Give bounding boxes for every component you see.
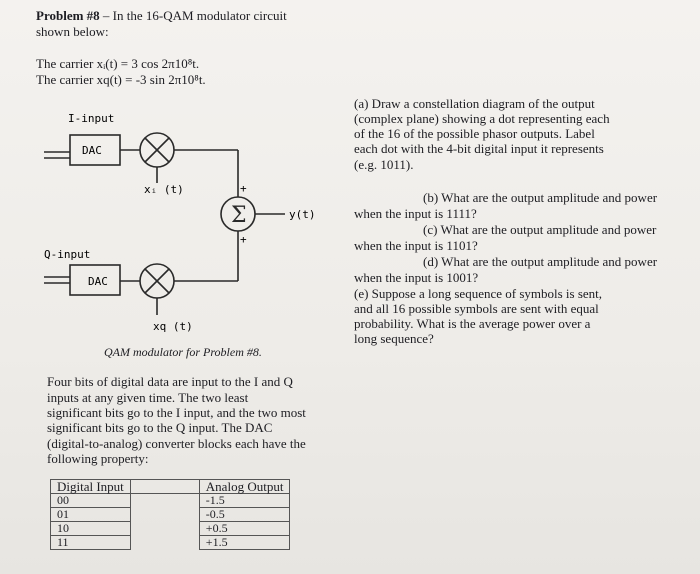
body-line-5: (digital-to-analog) converter blocks each have the — [47, 436, 306, 451]
q-input-label: Q-input — [44, 248, 91, 261]
carrier-q-text: The carrier xq(t) = -3 sin 2π10⁸t. — [36, 72, 206, 87]
xq-label: xq (t) — [153, 320, 193, 333]
carrier-i-text: The carrier xᵢ(t) = 3 cos 2π10⁸t. — [36, 56, 200, 71]
table-header-row — [51, 480, 290, 494]
problem-title-line2: shown below: — [36, 24, 109, 39]
yt-label: y(t) — [289, 208, 316, 221]
question-a-line-1: (a) Draw a constellation diagram of the output — [354, 96, 595, 111]
table-cell-digital: 10 — [51, 522, 131, 536]
body-line-2: inputs at any given time. The two least — [47, 390, 249, 405]
question-a-line-2: (complex plane) showing a dot representing each — [354, 111, 610, 126]
table-cell-analog: -1.5 — [199, 494, 290, 508]
table-row — [51, 522, 290, 536]
table-cell-analog: +0.5 — [199, 522, 290, 536]
table-row — [51, 494, 290, 508]
question-d-line-1: (d) What are the output amplitude and power — [423, 254, 658, 269]
dac-table — [50, 479, 290, 550]
body-line-6: following property: — [47, 451, 149, 466]
qam-modulator-diagram — [40, 105, 340, 345]
question-c-line-2: when the input is 1101? — [354, 238, 478, 253]
table-row — [51, 508, 290, 522]
question-e-line-3: probability. What is the average power over a — [354, 316, 591, 331]
body-line-4: significant bits go to the Q input. The DAC — [47, 420, 273, 435]
table-cell-analog: +1.5 — [199, 536, 290, 550]
q-dac-label: DAC — [88, 275, 108, 288]
i-dac-label: DAC — [82, 144, 102, 157]
question-b-line-1: (b) What are the output amplitude and power — [423, 190, 658, 205]
table-cell-digital: 11 — [51, 536, 131, 550]
table-cell-analog: -0.5 — [199, 508, 290, 522]
question-e-line-4: long sequence? — [354, 331, 434, 346]
i-input-label: I-input — [68, 112, 115, 125]
table-header-digital: Digital Input — [51, 480, 131, 494]
table-header-analog: Analog Output — [199, 480, 290, 494]
question-a-line-5: (e.g. 1011). — [354, 157, 414, 172]
sigma-symbol: Σ — [231, 203, 247, 228]
xi-label: xᵢ (t) — [144, 183, 184, 196]
q-plus-sign: + — [240, 233, 247, 246]
table-cell-digital: 01 — [51, 508, 131, 522]
i-plus-sign: + — [240, 182, 247, 195]
question-e-line-1: (e) Suppose a long sequence of symbols is sent, — [354, 286, 603, 301]
question-e-line-2: and all 16 possible symbols are sent with equal — [354, 301, 599, 316]
question-a-line-3: of the 16 of the possible phasor outputs. Label — [354, 126, 595, 141]
question-d-line-2: when the input is 1001? — [354, 270, 479, 285]
table-cell-digital: 00 — [51, 494, 131, 508]
problem-title-rest: – In the 16-QAM modulator circuit — [99, 8, 287, 23]
table-row — [51, 536, 290, 550]
diagram-caption: QAM modulator for Problem #8. — [104, 345, 262, 359]
question-a-line-4: each dot with the 4-bit digital input it represents — [354, 141, 604, 156]
question-b-line-2: when the input is 1111? — [354, 206, 477, 221]
problem-header — [36, 8, 287, 23]
body-line-3: significant bits go to the I input, and the two most — [47, 405, 306, 420]
problem-title: Problem #8 — [36, 8, 100, 23]
body-line-1: Four bits of digital data are input to the I and Q — [47, 374, 293, 389]
question-c-line-1: (c) What are the output amplitude and power — [423, 222, 657, 237]
